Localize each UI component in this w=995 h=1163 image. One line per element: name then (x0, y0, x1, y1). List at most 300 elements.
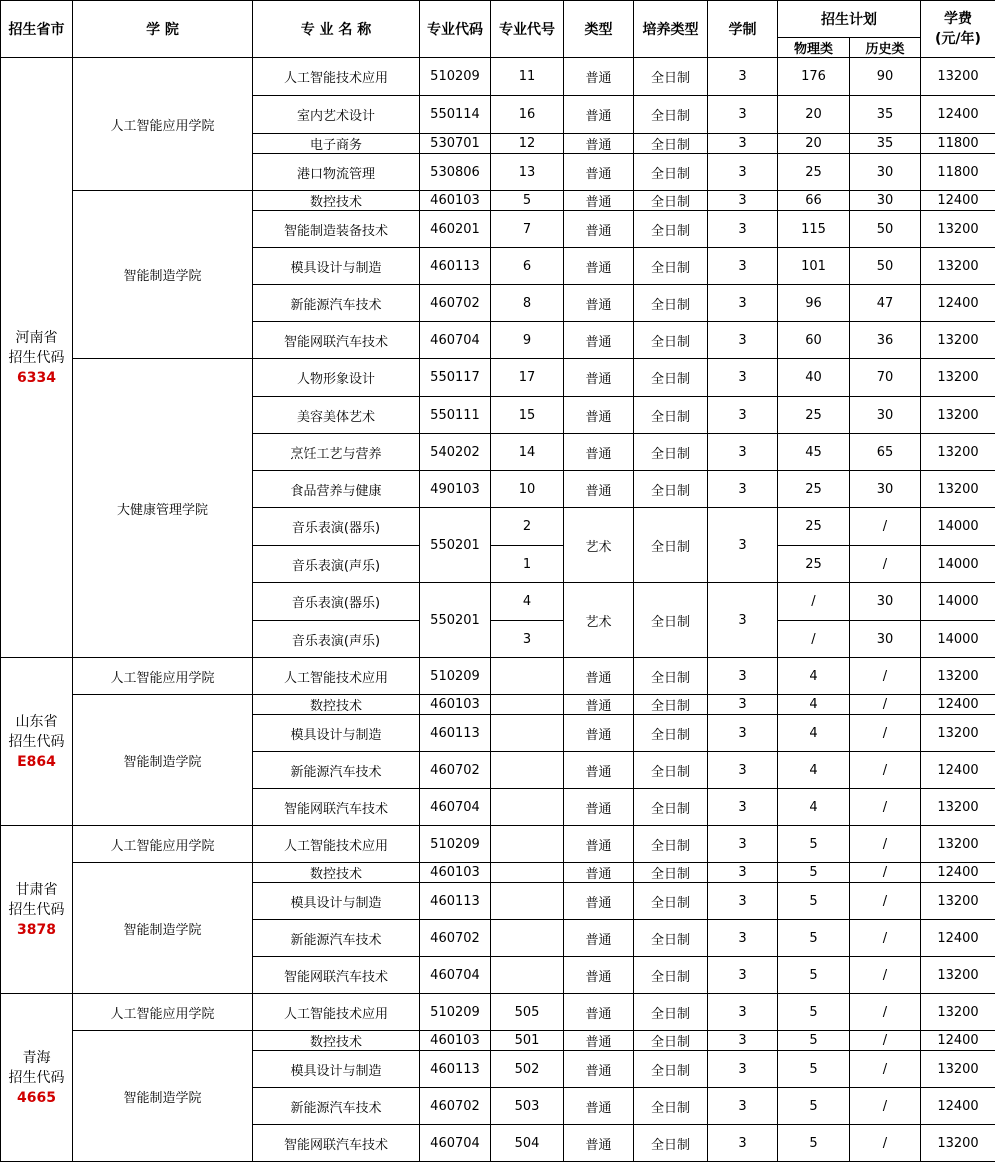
major-no-cell (491, 658, 564, 695)
type-cell: 普通 (564, 695, 634, 715)
history-plan-cell: / (850, 658, 921, 695)
table-row (1, 826, 995, 863)
physics-plan-cell: 5 (778, 994, 850, 1031)
header-physics: 物理类 (778, 38, 850, 58)
type-cell: 艺术 (564, 583, 634, 658)
major-no-cell: 10 (491, 471, 564, 508)
physics-plan-cell: 5 (778, 826, 850, 863)
table-row (1, 658, 995, 695)
fee-cell: 13200 (921, 471, 995, 508)
major-code-cell: 530806 (420, 154, 491, 191)
training-cell: 全日制 (634, 211, 708, 248)
training-cell: 全日制 (634, 248, 708, 285)
college-cell: 人工智能应用学院 (73, 658, 253, 695)
major-no-cell (491, 789, 564, 826)
major-no-cell: 505 (491, 994, 564, 1031)
type-cell: 普通 (564, 285, 634, 322)
major-code-cell: 460103 (420, 695, 491, 715)
fee-cell: 13200 (921, 58, 995, 96)
major-name-cell: 智能网联汽车技术 (253, 957, 420, 994)
history-plan-cell: 50 (850, 211, 921, 248)
physics-plan-cell: 60 (778, 322, 850, 359)
province-cell (1, 826, 73, 994)
history-plan-cell: 35 (850, 96, 921, 134)
history-plan-cell: / (850, 546, 921, 583)
training-cell: 全日制 (634, 322, 708, 359)
major-code-cell: 540202 (420, 434, 491, 471)
duration-cell: 3 (708, 154, 778, 191)
training-cell: 全日制 (634, 1088, 708, 1125)
duration-cell: 3 (708, 248, 778, 285)
major-code-cell: 460702 (420, 1088, 491, 1125)
fee-cell: 12400 (921, 695, 995, 715)
physics-plan-cell: 20 (778, 96, 850, 134)
major-name-cell: 人工智能技术应用 (253, 826, 420, 863)
history-plan-cell: 30 (850, 397, 921, 434)
physics-plan-cell: 5 (778, 1031, 850, 1051)
header-college: 学 院 (73, 1, 253, 58)
training-cell: 全日制 (634, 471, 708, 508)
header-training: 培养类型 (634, 1, 708, 58)
fee-cell: 13200 (921, 957, 995, 994)
history-plan-cell: 47 (850, 285, 921, 322)
history-plan-cell: / (850, 1088, 921, 1125)
training-cell: 全日制 (634, 994, 708, 1031)
major-code-cell: 460704 (420, 1125, 491, 1162)
major-name-cell: 人工智能技术应用 (253, 58, 420, 96)
training-cell: 全日制 (634, 715, 708, 752)
major-name-cell: 港口物流管理 (253, 154, 420, 191)
history-plan-cell: 36 (850, 322, 921, 359)
college-cell: 智能制造学院 (73, 1031, 253, 1162)
fee-cell: 12400 (921, 285, 995, 322)
header-major-no: 专业代号 (491, 1, 564, 58)
major-name-cell: 新能源汽车技术 (253, 920, 420, 957)
major-name-cell: 新能源汽车技术 (253, 752, 420, 789)
fee-cell: 13200 (921, 211, 995, 248)
training-cell: 全日制 (634, 1031, 708, 1051)
major-code-cell: 490103 (420, 471, 491, 508)
table-row (1, 994, 995, 1031)
major-code-cell: 460702 (420, 285, 491, 322)
history-plan-cell: / (850, 715, 921, 752)
major-code-cell: 460113 (420, 248, 491, 285)
physics-plan-cell: 4 (778, 752, 850, 789)
major-name-cell: 食品营养与健康 (253, 471, 420, 508)
physics-plan-cell: 5 (778, 1051, 850, 1088)
major-name-cell: 模具设计与制造 (253, 883, 420, 920)
training-cell: 全日制 (634, 583, 708, 658)
major-name-cell: 数控技术 (253, 695, 420, 715)
type-cell: 普通 (564, 789, 634, 826)
history-plan-cell: / (850, 1125, 921, 1162)
province-code-label: 招生代码 (8, 733, 65, 750)
physics-plan-cell: 4 (778, 658, 850, 695)
type-cell: 普通 (564, 191, 634, 211)
fee-cell: 12400 (921, 191, 995, 211)
history-plan-cell: / (850, 508, 921, 546)
type-cell: 普通 (564, 883, 634, 920)
major-code-cell: 550114 (420, 96, 491, 134)
training-cell: 全日制 (634, 58, 708, 96)
major-no-cell (491, 695, 564, 715)
major-name-cell: 电子商务 (253, 134, 420, 154)
major-name-cell: 数控技术 (253, 1031, 420, 1051)
major-name-cell: 室内艺术设计 (253, 96, 420, 134)
history-plan-cell: 35 (850, 134, 921, 154)
province-code-label: 招生代码 (8, 1069, 65, 1086)
history-plan-cell: / (850, 1031, 921, 1051)
province-code: 6334 (17, 369, 56, 386)
province-cell (1, 994, 73, 1162)
major-code-cell: 460201 (420, 211, 491, 248)
fee-cell: 13200 (921, 434, 995, 471)
duration-cell: 3 (708, 134, 778, 154)
major-no-cell: 1 (491, 546, 564, 583)
header-province: 招生省市 (1, 1, 73, 58)
training-cell: 全日制 (634, 508, 708, 583)
province-code-label: 招生代码 (8, 349, 65, 366)
major-no-cell: 4 (491, 583, 564, 621)
type-cell: 普通 (564, 471, 634, 508)
major-no-cell: 16 (491, 96, 564, 134)
duration-cell: 3 (708, 1125, 778, 1162)
fee-cell: 11800 (921, 154, 995, 191)
physics-plan-cell: / (778, 583, 850, 621)
major-no-cell (491, 883, 564, 920)
type-cell: 艺术 (564, 508, 634, 583)
physics-plan-cell: 96 (778, 285, 850, 322)
table-row (1, 58, 995, 96)
major-code-cell: 460704 (420, 957, 491, 994)
major-no-cell: 11 (491, 58, 564, 96)
training-cell: 全日制 (634, 789, 708, 826)
type-cell: 普通 (564, 322, 634, 359)
type-cell: 普通 (564, 863, 634, 883)
type-cell: 普通 (564, 994, 634, 1031)
history-plan-cell: / (850, 920, 921, 957)
physics-plan-cell: 5 (778, 920, 850, 957)
history-plan-cell: / (850, 695, 921, 715)
training-cell: 全日制 (634, 154, 708, 191)
major-no-cell: 2 (491, 508, 564, 546)
province-code-label: 招生代码 (8, 901, 65, 918)
major-name-cell: 数控技术 (253, 191, 420, 211)
physics-plan-cell: 5 (778, 883, 850, 920)
type-cell: 普通 (564, 154, 634, 191)
province-code: 4665 (17, 1089, 56, 1106)
training-cell: 全日制 (634, 285, 708, 322)
major-name-cell: 烹饪工艺与营养 (253, 434, 420, 471)
table-body (1, 58, 995, 1162)
history-plan-cell: 30 (850, 621, 921, 658)
table-row (1, 863, 995, 883)
major-no-cell: 7 (491, 211, 564, 248)
province-name: 青海 (22, 1049, 51, 1066)
history-plan-cell: / (850, 883, 921, 920)
duration-cell: 3 (708, 789, 778, 826)
history-plan-cell: 50 (850, 248, 921, 285)
duration-cell: 3 (708, 434, 778, 471)
history-plan-cell: / (850, 752, 921, 789)
type-cell: 普通 (564, 96, 634, 134)
type-cell: 普通 (564, 1031, 634, 1051)
major-name-cell: 模具设计与制造 (253, 715, 420, 752)
type-cell: 普通 (564, 957, 634, 994)
physics-plan-cell: 5 (778, 957, 850, 994)
major-no-cell: 6 (491, 248, 564, 285)
duration-cell: 3 (708, 920, 778, 957)
major-no-cell: 17 (491, 359, 564, 397)
history-plan-cell: 30 (850, 583, 921, 621)
major-no-cell: 5 (491, 191, 564, 211)
major-name-cell: 数控技术 (253, 863, 420, 883)
history-plan-cell: 90 (850, 58, 921, 96)
province-code: E864 (17, 753, 56, 770)
fee-cell: 11800 (921, 134, 995, 154)
duration-cell: 3 (708, 322, 778, 359)
training-cell: 全日制 (634, 134, 708, 154)
type-cell: 普通 (564, 134, 634, 154)
duration-cell: 3 (708, 994, 778, 1031)
college-cell: 智能制造学院 (73, 863, 253, 994)
duration-cell: 3 (708, 191, 778, 211)
major-name-cell: 智能网联汽车技术 (253, 789, 420, 826)
history-plan-cell: / (850, 1051, 921, 1088)
major-no-cell (491, 863, 564, 883)
fee-cell: 12400 (921, 920, 995, 957)
major-no-cell (491, 715, 564, 752)
major-code-cell: 460113 (420, 715, 491, 752)
training-cell: 全日制 (634, 1051, 708, 1088)
major-no-cell: 502 (491, 1051, 564, 1088)
training-cell: 全日制 (634, 191, 708, 211)
training-cell: 全日制 (634, 826, 708, 863)
major-code-cell: 530701 (420, 134, 491, 154)
province-name: 河南省 (15, 329, 58, 346)
physics-plan-cell: 5 (778, 1125, 850, 1162)
major-no-cell: 501 (491, 1031, 564, 1051)
fee-cell: 14000 (921, 621, 995, 658)
history-plan-cell: / (850, 957, 921, 994)
physics-plan-cell: 20 (778, 134, 850, 154)
major-code-cell: 460103 (420, 863, 491, 883)
physics-plan-cell: 4 (778, 715, 850, 752)
duration-cell: 3 (708, 1031, 778, 1051)
major-no-cell (491, 826, 564, 863)
province-cell (1, 658, 73, 826)
duration-cell: 3 (708, 285, 778, 322)
major-code-cell: 460113 (420, 1051, 491, 1088)
physics-plan-cell: 25 (778, 154, 850, 191)
physics-plan-cell: 40 (778, 359, 850, 397)
major-name-cell: 人工智能技术应用 (253, 994, 420, 1031)
college-cell: 人工智能应用学院 (73, 826, 253, 863)
major-name-cell: 美容美体艺术 (253, 397, 420, 434)
training-cell: 全日制 (634, 397, 708, 434)
college-cell: 智能制造学院 (73, 191, 253, 359)
table-row (1, 1031, 995, 1051)
type-cell: 普通 (564, 920, 634, 957)
training-cell: 全日制 (634, 883, 708, 920)
major-no-cell: 12 (491, 134, 564, 154)
training-cell: 全日制 (634, 658, 708, 695)
fee-cell: 13200 (921, 1051, 995, 1088)
header-duration: 学制 (708, 1, 778, 58)
major-code-cell: 510209 (420, 658, 491, 695)
type-cell: 普通 (564, 1125, 634, 1162)
major-no-cell: 15 (491, 397, 564, 434)
duration-cell: 3 (708, 1051, 778, 1088)
duration-cell: 3 (708, 715, 778, 752)
type-cell: 普通 (564, 434, 634, 471)
fee-cell: 13200 (921, 397, 995, 434)
major-name-cell: 新能源汽车技术 (253, 285, 420, 322)
history-plan-cell: 30 (850, 154, 921, 191)
major-name-cell: 音乐表演(器乐) (253, 583, 420, 621)
fee-cell: 13200 (921, 248, 995, 285)
major-code-cell: 460103 (420, 191, 491, 211)
major-name-cell: 智能制造装备技术 (253, 211, 420, 248)
header-type: 类型 (564, 1, 634, 58)
major-no-cell: 13 (491, 154, 564, 191)
duration-cell: 3 (708, 211, 778, 248)
college-cell: 人工智能应用学院 (73, 994, 253, 1031)
history-plan-cell: / (850, 863, 921, 883)
major-no-cell (491, 920, 564, 957)
physics-plan-cell: 115 (778, 211, 850, 248)
type-cell: 普通 (564, 211, 634, 248)
physics-plan-cell: 25 (778, 397, 850, 434)
college-cell: 大健康管理学院 (73, 359, 253, 658)
major-code-cell: 460704 (420, 789, 491, 826)
history-plan-cell: / (850, 826, 921, 863)
physics-plan-cell: 45 (778, 434, 850, 471)
header-history: 历史类 (850, 38, 921, 58)
major-no-cell (491, 957, 564, 994)
fee-cell: 13200 (921, 826, 995, 863)
major-name-cell: 音乐表演(声乐) (253, 546, 420, 583)
physics-plan-cell: 5 (778, 1088, 850, 1125)
physics-plan-cell: 5 (778, 863, 850, 883)
major-code-cell: 510209 (420, 826, 491, 863)
major-code-cell: 550117 (420, 359, 491, 397)
training-cell: 全日制 (634, 695, 708, 715)
major-no-cell: 14 (491, 434, 564, 471)
major-no-cell: 503 (491, 1088, 564, 1125)
duration-cell: 3 (708, 1088, 778, 1125)
fee-cell: 13200 (921, 359, 995, 397)
table-row (1, 191, 995, 211)
header-major-name: 专 业 名 称 (253, 1, 420, 58)
header-fee-line1: 学费 (944, 11, 972, 27)
major-code-cell: 510209 (420, 994, 491, 1031)
fee-cell: 12400 (921, 752, 995, 789)
fee-cell: 12400 (921, 863, 995, 883)
duration-cell: 3 (708, 508, 778, 583)
fee-cell: 12400 (921, 96, 995, 134)
major-no-cell: 9 (491, 322, 564, 359)
major-name-cell: 新能源汽车技术 (253, 1088, 420, 1125)
major-name-cell: 人工智能技术应用 (253, 658, 420, 695)
physics-plan-cell: 25 (778, 471, 850, 508)
duration-cell: 3 (708, 583, 778, 658)
training-cell: 全日制 (634, 920, 708, 957)
province-name: 甘肃省 (15, 881, 58, 898)
fee-cell: 13200 (921, 322, 995, 359)
physics-plan-cell: / (778, 621, 850, 658)
type-cell: 普通 (564, 248, 634, 285)
header-major-code: 专业代码 (420, 1, 491, 58)
major-code-cell: 510209 (420, 58, 491, 96)
table-row (1, 695, 995, 715)
fee-cell: 14000 (921, 508, 995, 546)
type-cell: 普通 (564, 359, 634, 397)
major-no-cell: 8 (491, 285, 564, 322)
fee-cell: 13200 (921, 994, 995, 1031)
fee-cell: 12400 (921, 1088, 995, 1125)
major-code-cell: 460103 (420, 1031, 491, 1051)
fee-cell: 12400 (921, 1031, 995, 1051)
duration-cell: 3 (708, 863, 778, 883)
history-plan-cell: 30 (850, 471, 921, 508)
type-cell: 普通 (564, 826, 634, 863)
header-plan: 招生计划 (778, 1, 921, 38)
training-cell: 全日制 (634, 863, 708, 883)
major-code-cell: 550111 (420, 397, 491, 434)
major-name-cell: 音乐表演(器乐) (253, 508, 420, 546)
major-name-cell: 人物形象设计 (253, 359, 420, 397)
physics-plan-cell: 176 (778, 58, 850, 96)
major-code-cell: 460702 (420, 752, 491, 789)
major-name-cell: 模具设计与制造 (253, 248, 420, 285)
physics-plan-cell: 101 (778, 248, 850, 285)
history-plan-cell: / (850, 789, 921, 826)
type-cell: 普通 (564, 58, 634, 96)
major-name-cell: 音乐表演(声乐) (253, 621, 420, 658)
training-cell: 全日制 (634, 957, 708, 994)
fee-cell: 13200 (921, 883, 995, 920)
physics-plan-cell: 4 (778, 695, 850, 715)
fee-cell: 13200 (921, 658, 995, 695)
province-code: 3878 (17, 921, 56, 938)
fee-cell: 13200 (921, 715, 995, 752)
duration-cell: 3 (708, 359, 778, 397)
type-cell: 普通 (564, 1088, 634, 1125)
type-cell: 普通 (564, 715, 634, 752)
province-name: 山东省 (15, 713, 58, 730)
major-code-cell: 460113 (420, 883, 491, 920)
history-plan-cell: / (850, 994, 921, 1031)
duration-cell: 3 (708, 658, 778, 695)
major-no-cell (491, 752, 564, 789)
physics-plan-cell: 25 (778, 508, 850, 546)
major-code-cell: 550201 (420, 583, 491, 658)
province-cell (1, 58, 73, 658)
duration-cell: 3 (708, 752, 778, 789)
duration-cell: 3 (708, 695, 778, 715)
training-cell: 全日制 (634, 359, 708, 397)
college-cell: 智能制造学院 (73, 695, 253, 826)
duration-cell: 3 (708, 96, 778, 134)
table-row (1, 359, 995, 397)
fee-cell: 13200 (921, 1125, 995, 1162)
major-no-cell: 3 (491, 621, 564, 658)
major-no-cell: 504 (491, 1125, 564, 1162)
major-name-cell: 模具设计与制造 (253, 1051, 420, 1088)
training-cell: 全日制 (634, 1125, 708, 1162)
duration-cell: 3 (708, 471, 778, 508)
